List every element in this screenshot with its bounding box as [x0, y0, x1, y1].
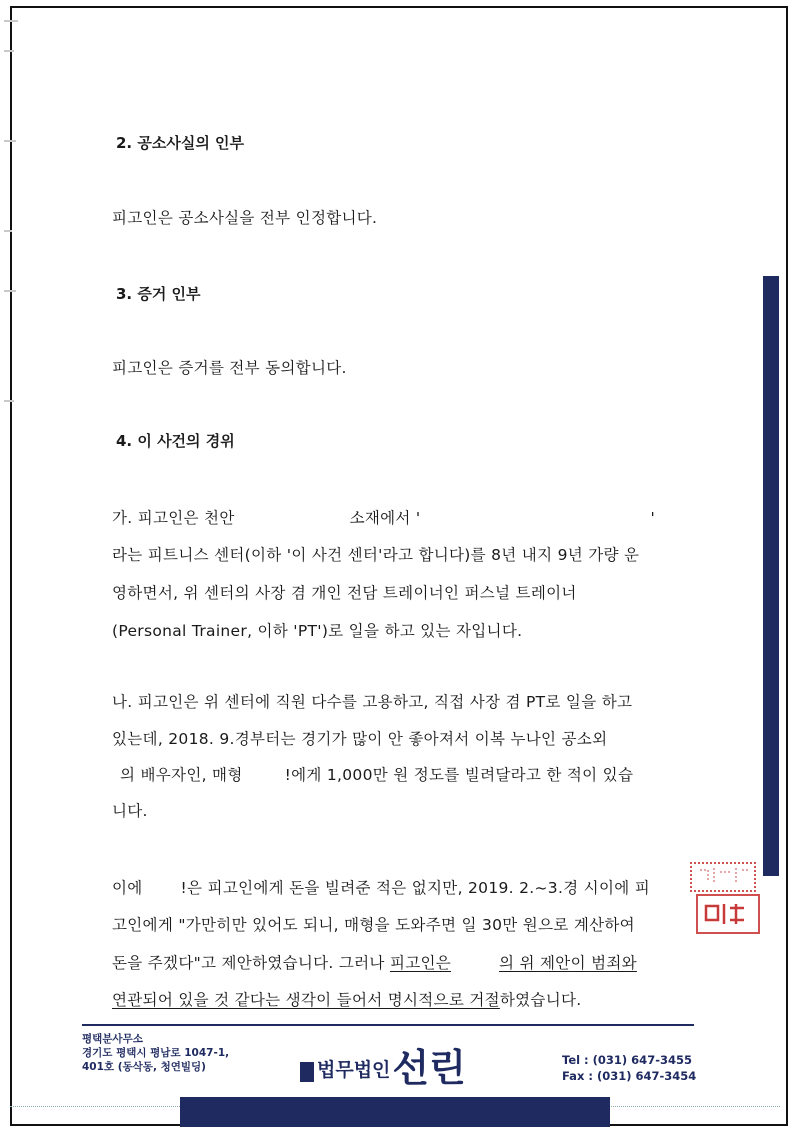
para-3-line-4a: 연관되어 있을 것 같다는 생각이 들어서 명시적으로 거절 [112, 991, 500, 1009]
para-3-line-3c: 의 위 제안이 범죄와 [499, 954, 637, 972]
footer-tel: Tel : (031) 647-3455 [562, 1053, 692, 1067]
para-3-line-4 [112, 988, 581, 1010]
footer-divider [82, 1024, 694, 1026]
para-3-line-3 [112, 951, 637, 973]
para-na-line-4: 니다. [112, 802, 148, 820]
para-na-line-3a: 의 배우자인, 매형 [120, 766, 243, 784]
para-ga-line-1 [112, 506, 655, 528]
section-2-heading: 2. 공소사실의 인부 [116, 134, 245, 152]
para-ga-line-1c: ' [650, 509, 656, 527]
footer-address-block [82, 1032, 229, 1074]
para-3-line-3a: 돈을 주겠다"고 제안하였습니다. 그러나 [112, 954, 390, 972]
footer-address-1: 경기도 평택시 평남로 1047-1, [82, 1047, 230, 1059]
para-ga-line-4: (Personal Trainer, 이하 'PT')로 일을 하고 있는 자입니다. [112, 622, 523, 640]
para-ga-line-3: 영하면서, 위 센터의 사장 겸 개인 전담 트레이너인 퍼스널 트레이너 [112, 584, 577, 602]
footer-office: 평택분사무소 [82, 1033, 143, 1045]
para-3-line-3b: 피고인은 [389, 954, 452, 972]
seal-stamp [684, 858, 764, 942]
para-na-line-2: 있는데, 2018. 9.경부터는 경기가 많이 안 좋아져서 이복 누나인 공소외 [112, 730, 608, 748]
para-3-line-1 [112, 876, 650, 898]
section-3-heading: 3. 증거 인부 [116, 285, 201, 303]
para-3-line-1b: !은 피고인에게 돈을 빌려준 적은 없지만, 2019. 2.~3.경 시이에 피 [180, 879, 651, 897]
footer-fax: Fax : (031) 647-3454 [562, 1069, 697, 1083]
scan-marks [4, 20, 18, 420]
firm-name-small: 법무법인 [317, 1059, 391, 1081]
para-na-line-3b: !에게 1,000만 원 정도를 빌려달라고 한 적이 있습 [284, 766, 634, 784]
para-ga-line-1a: 가. 피고인은 천안 [112, 509, 235, 527]
para-na-line-1: 나. 피고인은 위 센터에 직원 다수를 고용하고, 직접 사장 겸 PT로 일을 하고 [112, 693, 633, 711]
para-3-line-4b: 하였습니다. [499, 991, 582, 1009]
section-3-text: 피고인은 증거를 전부 동의합니다. [112, 359, 347, 377]
para-ga-line-2: 라는 피트니스 센터(이하 '이 사건 센터'라고 합니다)를 8년 내지 9년 가량 운 [112, 546, 640, 564]
para-3-line-1a: 이에 [112, 879, 143, 897]
section-4-heading: 4. 이 사건의 경위 [116, 432, 235, 450]
para-3-line-2: 고인에게 "가만히만 있어도 되니, 매형을 도와주면 일 30만 원으로 계산하여 [112, 916, 635, 934]
para-na-line-3 [120, 763, 633, 785]
logo-icon [300, 1062, 314, 1082]
footer-address-2: 401호 (동삭동, 청연빌딩) [82, 1061, 206, 1073]
section-2-text: 피고인은 공소사실을 전부 인정합니다. [112, 209, 378, 227]
firm-logo [300, 1040, 466, 1088]
firm-name-big: 선린 [392, 1046, 466, 1090]
side-accent-bar [763, 276, 779, 876]
footer-contact [562, 1052, 696, 1084]
footer-bar [180, 1097, 610, 1127]
para-ga-line-1b: 소재에서 ' [349, 509, 421, 527]
